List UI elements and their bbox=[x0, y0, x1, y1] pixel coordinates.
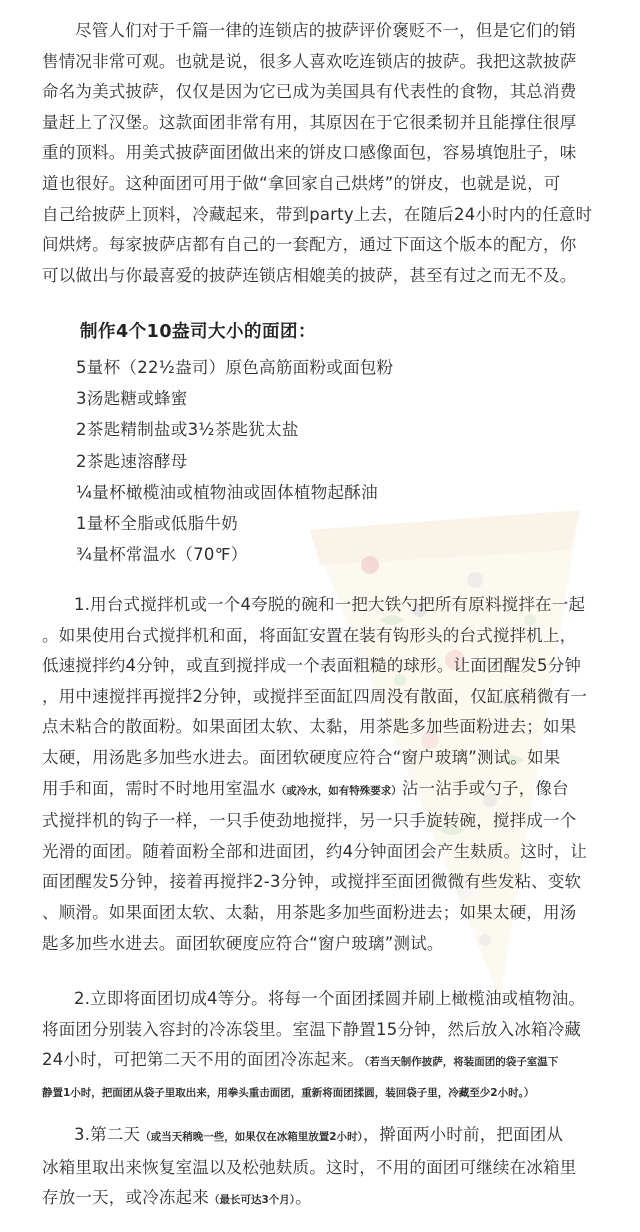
step-line: 2.立即将面团切成4等分。将每一个面团揉圆并刷上橄榄油或植物油。 bbox=[74, 989, 586, 1008]
intro-line: 售情况非常可观。也就是说，很多人喜欢吃连锁店的披萨。我把这款披萨 bbox=[42, 51, 577, 71]
step-line bbox=[42, 1183, 602, 1216]
step-text: 存放一天，或冷冻起来 bbox=[42, 1188, 209, 1208]
step-line: 式搅拌机的钩子一样，一只手使劲地搅拌，另一只手旋转碗，搅拌成一个 bbox=[42, 811, 577, 831]
step-note: （或冷水，如有特殊要求） bbox=[275, 784, 402, 797]
step-line: 冰箱里取出来恢复室温以及松弛麸质。这时，不用的面团可继续在冰箱里 bbox=[42, 1157, 577, 1177]
step-1-paragraph bbox=[42, 590, 602, 959]
step-3-paragraph bbox=[42, 1120, 602, 1216]
intro-line: 尽管人们对于千篇一律的连锁店的披萨评价褒贬不一，但是它们的销 bbox=[75, 21, 576, 40]
step-line: 太硬，用汤匙多加些水进去。面团软硬度应符合“窗户玻璃”测试。如果 bbox=[42, 747, 561, 767]
step-note: （若当天制作披萨，将装面团的袋子室温下 bbox=[364, 1056, 559, 1069]
step-text: 用手和面，需时不时地用室温水 bbox=[42, 778, 276, 798]
step-line bbox=[42, 774, 602, 807]
intro-line: 可以做出与你最喜爱的披萨连锁店相媲美的披萨，甚至有过之而无不及。 bbox=[42, 265, 577, 285]
intro-line: 自己给披萨上顶料，冷藏起来，带到party上去，在随后24小时内的任意时 bbox=[42, 204, 593, 224]
step-text: 沾一沾手或勺子，像台 bbox=[401, 778, 569, 798]
step-note: （最长可达3个月） bbox=[209, 1194, 296, 1207]
ingredient-item: 2茶匙速溶酵母 bbox=[76, 451, 188, 471]
ingredient-item: 1量杯全脂或低脂牛奶 bbox=[76, 514, 238, 534]
ingredient-item: ¼量杯橄榄油或植物油或固体植物起酥油 bbox=[76, 482, 378, 502]
intro-line: 命名为美式披萨，仅仅是因为它已成为美国具有代表性的食物，其总消费 bbox=[42, 82, 577, 102]
step-line: 1.用台式搅拌机或一个4夸脱的碗和一把大铁勺把所有原料搅拌在一起 bbox=[74, 595, 586, 614]
step-2-paragraph bbox=[42, 984, 602, 1108]
step-text: 24小时，可把第二天不用的面团冷冻起来。 bbox=[42, 1050, 364, 1070]
intro-line: 道也很好。这种面团可用于做“拿回家自己烘烤”的饼皮，也就是说，可 bbox=[42, 173, 561, 193]
step-line: 点未粘合的散面粉。如果面团太软、太黏，用茶匙多加些面粉进去；如果 bbox=[42, 717, 577, 737]
intro-line: 重的顶料。用美式披萨面团做出来的饼皮口感像面包，容易填饱肚子，味 bbox=[42, 143, 577, 163]
step-line: ，用中速搅拌再搅拌2分钟，或搅拌至面缸四周没有散面，仅缸底稍微有一 bbox=[42, 686, 588, 706]
ingredient-list bbox=[76, 352, 394, 570]
step-line: 低速搅拌约4分钟，或直到搅拌成一个表面粗糙的球形。让面团醒发5分钟 bbox=[42, 656, 582, 676]
ingredient-item: 3汤匙糖或蜂蜜 bbox=[76, 389, 188, 409]
step-note-line: 静置1小时，把面团从袋子里取出来，用拳头重击面团，重新将面团揉圆，装回袋子里，冷藏至少2小时。） bbox=[42, 1086, 535, 1099]
step-line: 将面团分别装入容封的冷冻袋里。室温下静置15分钟，然后放入冰箱冷藏 bbox=[42, 1019, 582, 1039]
intro-line: 量赶上了汉堡。这款面团非常有用，其原因在于它很柔韧并且能撑住很厚 bbox=[42, 112, 577, 132]
recipe-heading: 制作4个10盎司大小的面团： bbox=[80, 322, 317, 342]
ingredient-item: ¾量杯常温水（70℉） bbox=[76, 545, 248, 565]
ingredient-item: 5量杯（22½盎司）原色高筋面粉或面包粉 bbox=[76, 358, 394, 377]
step-text: 3.第二天 bbox=[74, 1125, 141, 1144]
step-line: 匙多加些水进去。面团软硬度应符合“窗户玻璃”测试。 bbox=[42, 933, 444, 953]
step-line: 面团醒发5分钟，接着再搅拌2-3分钟，或搅拌至面团微微有些发粘、变软 bbox=[42, 872, 582, 892]
step-line: 、顺滑。如果面团太软、太黏，用茶匙多加些面粉进去；如果太硬，用汤 bbox=[42, 902, 577, 922]
step-text: 。 bbox=[295, 1188, 312, 1208]
step-note: （或当天稍晚一些，如果仅在冰箱里放置2小时） bbox=[140, 1131, 363, 1143]
step-line: 。如果使用台式搅拌机和面，将面缸安置在装有钩形头的台式搅拌机上， bbox=[42, 625, 577, 645]
step-line: 光滑的面团。随着面粉全部和进面团，约4分钟面团会产生麸质。这时，让 bbox=[42, 841, 588, 861]
intro-paragraph bbox=[42, 16, 602, 291]
step-line bbox=[42, 1045, 602, 1078]
ingredient-item: 2茶匙精制盐或3½茶匙犹太盐 bbox=[76, 420, 299, 440]
step-line bbox=[42, 1120, 602, 1153]
intro-line: 间烘烤。每家披萨店都有自己的一套配方，通过下面这个版本的配方，你 bbox=[42, 235, 577, 255]
step-text: ，擀面两小时前，把面团从 bbox=[362, 1125, 564, 1144]
